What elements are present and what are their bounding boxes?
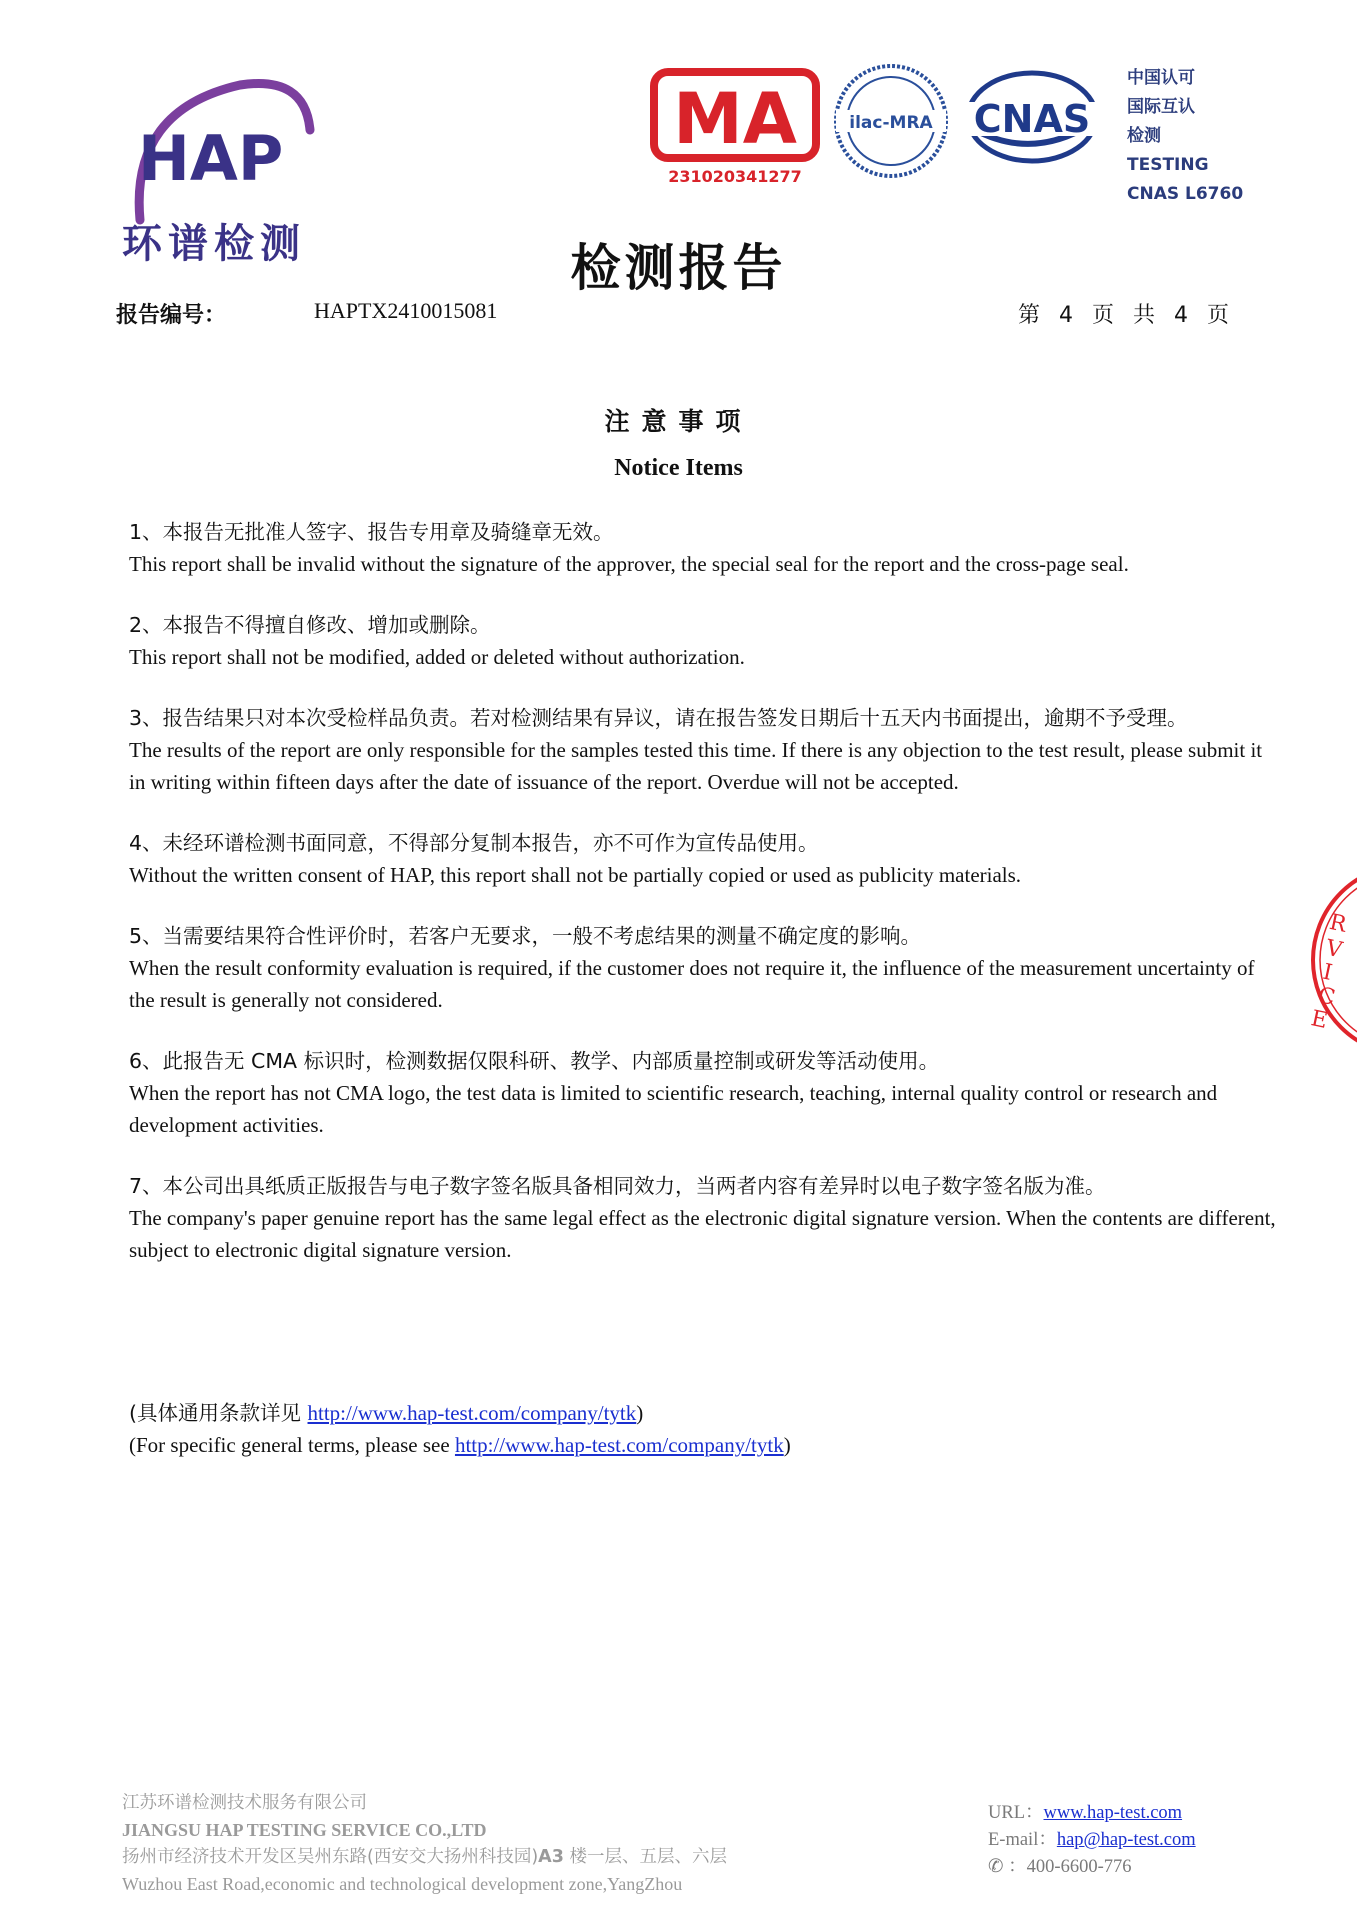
footer-company-info: 江苏环谱检测技术服务有限公司 JIANGSU HAP TESTING SERVICE CO.,LTD 扬州市经济技术开发区吴州东路(西安交大扬州科技园)A3 楼一层、五层、六层 Wuzhou East Road,economic and technological development zone,YangZhou — [122, 1793, 727, 1894]
cma-logo — [650, 68, 820, 188]
notice-item: 7、本公司出具纸质正版报告与电子数字签名版具备相同效力，当两者内容有差异时以电子数字签名版为准。 The company's paper genuine report has the same legal effect as the electronic digital signature version. When the contents are different, subject to electronic digital signature version. — [129, 1174, 1276, 1262]
terms-link-en[interactable]: http://www.hap-test.com/company/tytk — [454, 1433, 784, 1457]
report-number: HAPTX2410015081 — [314, 298, 498, 323]
notice-item: 5、当需要结果符合性评价时，若客户无要求，一般不考虑结果的测量不确定度的影响。 When the result conformity evaluation is required, if the customer does not require it, the influence of the measurement uncertainty of the result is generally not considered. — [129, 924, 1255, 1012]
notice-item: 6、此报告无 CMA 标识时，检测数据仅限科研、教学、内部质量控制或研发等活动使用。 When the report has not CMA logo, the test data is limited to scientific research, teaching, internal quality control or research and development activities. — [129, 1049, 1218, 1137]
ilac-mra-logo — [832, 62, 950, 180]
notice-title-cn: 注意事项 — [604, 407, 753, 436]
svg-text:231020341277: 231020341277 — [668, 167, 802, 186]
svg-text:ilac-MRA: ilac-MRA — [849, 113, 933, 133]
footer-url-link[interactable]: www.hap-test.com — [1043, 1803, 1183, 1823]
cnas-logo — [965, 70, 1100, 165]
phone-icon: ✆ — [988, 1857, 1004, 1877]
hap-logo-cn: 环谱检测 — [122, 221, 306, 267]
svg-text:CNAS: CNAS — [973, 97, 1091, 141]
footer-email-link[interactable]: hap@hap-test.com — [1056, 1830, 1196, 1850]
notice-items — [129, 516, 1279, 1295]
page-indicator: 第 4 页 共 4 页 — [1017, 303, 1235, 328]
terms-link-cn[interactable]: http://www.hap-test.com/company/tytk — [307, 1401, 637, 1425]
footer-contact: URL：www.hap-test.com E-mail：hap@hap-test.com ✆ ：400-6600-776 — [988, 1803, 1196, 1877]
notice-item: 4、未经环谱检测书面同意，不得部分复制本报告，亦不可作为宣传品使用。 Without the written consent of HAP, this report shall not be partially copied or used as publicity materials. — [129, 831, 1022, 887]
notice-item: 1、本报告无批准人签字、报告专用章及骑缝章无效。 This report shall be invalid without the signature of the approver, the special seal for the report and the cross-page seal. — [129, 520, 1129, 576]
notice-title-en: Notice Items — [614, 455, 743, 481]
notice-item: 2、本报告不得擅自修改、增加或删除。 This report shall not be modified, added or deleted without authorization. — [129, 613, 745, 669]
notice-item: 3、报告结果只对本次受检样品负责。若对检测结果有异议，请在报告签发日期后十五天内书面提出，逾期不予受理。 The results of the report are only responsible for the samples tested this time. If there is any objection to the test result, please submit it in writing within fifteen days after the date of issuance of the report. Overdue will not be accepted. — [129, 706, 1263, 794]
svg-text:MA: MA — [673, 78, 797, 160]
company-seal-stamp — [1298, 860, 1357, 1060]
document-title: 检测报告 — [570, 239, 787, 297]
svg-text:RVICE: RVICE — [1308, 909, 1349, 1034]
report-number-label: 报告编号： — [116, 303, 227, 328]
svg-text:HAP: HAP — [138, 122, 284, 195]
cnas-accreditation-text: 中国认可 国际互认 检测 TESTING CNAS L6760 — [1127, 68, 1244, 204]
general-terms: (具体通用条款详见 http://www.hap-test.com/company/tytk) (For specific general terms, please see http://www.hap-test.com/company/tytk) — [129, 1401, 791, 1457]
